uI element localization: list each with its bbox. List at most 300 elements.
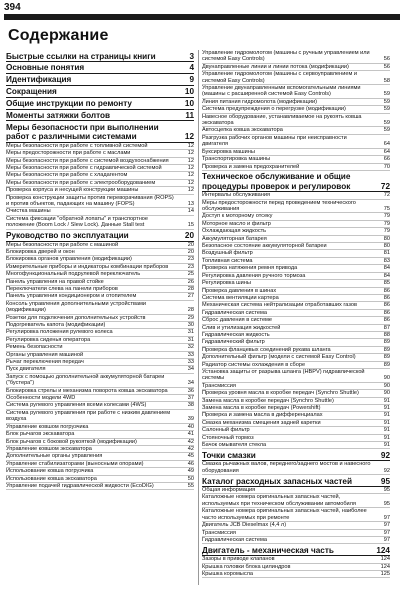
toc-entry bbox=[6, 366, 194, 373]
toc-entry-page: 12 bbox=[187, 172, 194, 179]
toc-entry-page: 42 bbox=[187, 445, 194, 452]
toc-entry-title: Моменты затяжки болтов bbox=[6, 111, 111, 121]
toc-entry-page: 86 bbox=[383, 317, 390, 324]
toc-entry-page: 41 bbox=[187, 431, 194, 438]
toc-entry bbox=[6, 483, 194, 490]
toc-entry-page: 89 bbox=[383, 346, 390, 353]
toc-entry-title: Пуск двигателя bbox=[6, 366, 46, 373]
toc-entry bbox=[202, 250, 390, 257]
toc-section-heading bbox=[6, 99, 194, 109]
toc-entry-page: 79 bbox=[383, 213, 390, 220]
toc-entry-title: Меры безопасности при работе с системой воздухоснабжения bbox=[6, 157, 169, 164]
toc-entry-title: Проверка корпуса и несущей конструкции машины bbox=[6, 187, 139, 194]
toc-entry-title: Гидравлическая система bbox=[202, 536, 267, 543]
toc-entry-page: 56 bbox=[383, 63, 390, 70]
toc-entry-title: Особенности модели 4WD bbox=[6, 395, 76, 402]
toc-entry bbox=[202, 412, 390, 419]
toc-entry-page: 124 bbox=[376, 545, 390, 555]
page-title: Содержание bbox=[8, 27, 109, 44]
toc-entry-page: 23 bbox=[187, 256, 194, 263]
toc-entry-page: 36 bbox=[187, 387, 194, 394]
toc-entry-title: Управление ковшом экскаватора bbox=[6, 445, 92, 452]
toc-entry-page: 12 bbox=[187, 150, 194, 157]
toc-entry-title: Доступ к моторному отсеку bbox=[202, 213, 273, 220]
toc-entry-page: 20 bbox=[184, 231, 194, 241]
toc-entry-title: Каталожные номера оригинальных запасных частей, используемых при техническом обслуживании автомобиля bbox=[202, 494, 356, 507]
toc-entry bbox=[202, 221, 390, 228]
toc-entry-page: 26 bbox=[187, 278, 194, 285]
toc-entry-page: 83 bbox=[383, 257, 390, 264]
toc-section-heading bbox=[6, 111, 194, 121]
toc-right-column bbox=[202, 50, 390, 578]
toc-entry-title: Меры безопасности при работе с хладагентом bbox=[6, 172, 128, 179]
toc-entry bbox=[6, 216, 194, 230]
toc-entry bbox=[6, 271, 194, 278]
toc-entry-title: Система фиксации "обратной лопаты" и транспортное положение (Boom Lock / Slew Lock). Данные Stall test bbox=[6, 215, 149, 229]
column-divider bbox=[198, 50, 199, 585]
toc-entry-title: Радиатор системы охлаждения в сборе bbox=[202, 361, 306, 368]
toc-entry bbox=[6, 374, 194, 388]
toc-entry-page: 79 bbox=[383, 228, 390, 235]
toc-entry bbox=[202, 258, 390, 265]
toc-entry-title: Общие инструкции по ремонту bbox=[6, 99, 132, 109]
toc-entry-title: Проверка давления в шинах bbox=[202, 287, 277, 294]
toc-entry bbox=[202, 398, 390, 405]
toc-entry-title: Запуск с помощью дополнительной аккумуляторной батареи ("бустера") bbox=[6, 373, 165, 387]
toc-entry bbox=[6, 293, 194, 300]
toc-entry-title: Общая информация bbox=[202, 487, 256, 494]
toc-entry-title: Буксировка машины bbox=[202, 148, 255, 155]
toc-entry-title: Использование ковша погрузчика bbox=[6, 468, 94, 475]
toc-entry-page: 90 bbox=[383, 375, 390, 382]
toc-entry bbox=[202, 213, 390, 220]
toc-entry-title: Проверка уровня масла в коробке передач (Synchro Shuttle) bbox=[202, 390, 359, 397]
toc-entry-title: Проверка натяжения ремня привода bbox=[202, 265, 298, 272]
toc-entry-title: Сброс давления в системе bbox=[202, 317, 273, 324]
toc-entry-page: 95 bbox=[383, 500, 390, 507]
toc-entry-title: Регулировка шины bbox=[202, 280, 251, 287]
toc-entry bbox=[202, 50, 390, 64]
toc-entry bbox=[6, 329, 194, 336]
toc-entry-title: Замена масла в коробке передач (Synchro Shuttle) bbox=[202, 397, 334, 404]
toc-entry-page: 55 bbox=[187, 482, 194, 489]
toc-entry-title: Быстрые ссылки на страницы книги bbox=[6, 51, 156, 61]
toc-entry bbox=[6, 165, 194, 172]
toc-section-heading bbox=[6, 231, 194, 241]
toc-entry-title: Смазка механизма смещения задней каретки bbox=[202, 419, 321, 426]
toc-entry-title: Регулировка давления ручного тормоза bbox=[202, 272, 306, 279]
toc-entry-page: 86 bbox=[383, 302, 390, 309]
toc-entry-page: 37 bbox=[187, 395, 194, 402]
toc-entry-title: Транспортировка машины bbox=[202, 156, 271, 163]
toc-entry bbox=[6, 402, 194, 409]
toc-entry-page: 40 bbox=[187, 423, 194, 430]
toc-entry-page: 64 bbox=[383, 148, 390, 155]
toc-entry bbox=[6, 208, 194, 215]
toc-entry bbox=[202, 302, 390, 309]
toc-entry-page: 11 bbox=[185, 111, 194, 121]
toc-entry bbox=[202, 461, 390, 475]
toc-entry bbox=[6, 388, 194, 395]
toc-entry bbox=[6, 461, 194, 468]
toc-entry-page: 91 bbox=[383, 419, 390, 426]
toc-entry-page: 81 bbox=[383, 250, 390, 257]
toc-entry-page: 59 bbox=[383, 98, 390, 105]
toc-entry-title: Блокировка органов управления (модификации) bbox=[6, 256, 132, 263]
toc-entry-title: Проверка и замена предохранителей bbox=[202, 163, 300, 170]
toc-entry-title: Очистка машины bbox=[6, 208, 51, 215]
toc-entry-title: Гидравлическая система bbox=[202, 309, 267, 316]
toc-entry-title: Трансмиссия bbox=[202, 382, 236, 389]
toc-entry bbox=[202, 369, 390, 383]
toc-entry-title: Точки смазки bbox=[202, 450, 256, 460]
toc-entry-page: 92 bbox=[380, 450, 390, 460]
toc-entry bbox=[202, 494, 390, 508]
toc-section-heading bbox=[202, 172, 390, 192]
toc-entry-page: 90 bbox=[383, 390, 390, 397]
toc-entry-title: Двигатель JCB Dieselmax (4,4 л) bbox=[202, 522, 287, 529]
toc-entry-page: 89 bbox=[383, 361, 390, 368]
toc-entry-page: 59 bbox=[383, 120, 390, 127]
toc-entry bbox=[202, 325, 390, 332]
toc-entry bbox=[202, 435, 390, 442]
toc-entry-title: Управление подачей гидравлической жидкости (EcoDIG) bbox=[6, 482, 154, 489]
toc-entry-page: 95 bbox=[380, 476, 390, 486]
toc-entry-page: 39 bbox=[187, 416, 194, 423]
toc-entry-page: 87 bbox=[383, 324, 390, 331]
toc-entry bbox=[202, 200, 390, 214]
toc-entry-page: 75 bbox=[383, 206, 390, 213]
toc-entry bbox=[6, 410, 194, 424]
toc-entry-page: 90 bbox=[383, 382, 390, 389]
toc-entry bbox=[6, 352, 194, 359]
toc-section-heading bbox=[6, 75, 194, 85]
toc-entry-title: Измерительные приборы и индикаторы комбинации приборов bbox=[6, 263, 169, 270]
toc-entry-title: Дополнительные органы управления bbox=[6, 453, 103, 460]
toc-entry-page: 70 bbox=[383, 163, 390, 170]
toc-entry-page: 31 bbox=[187, 329, 194, 336]
toc-entry-title: Система рулевого управления при работе с низким давлением воздуха bbox=[6, 409, 171, 423]
toc-entry-title: Блок рычагов экскаватора bbox=[6, 431, 75, 438]
toc-entry bbox=[202, 114, 390, 128]
toc-entry-page: 89 bbox=[383, 339, 390, 346]
toc-entry bbox=[202, 85, 390, 99]
toc-entry-page: 13 bbox=[187, 201, 194, 207]
toc-entry bbox=[202, 362, 390, 369]
toc-entry bbox=[202, 508, 390, 522]
toc-entry-page: 25 bbox=[187, 271, 194, 278]
toc-entry-title: Использование ковша экскаватора bbox=[6, 475, 97, 482]
toc-entry-title: Крышка коромысла bbox=[202, 571, 253, 578]
toc-entry-page: 84 bbox=[383, 272, 390, 279]
toc-entry-page: 91 bbox=[383, 442, 390, 449]
toc-entry-title: Меры безопасности при работе с электрооборудованием bbox=[6, 179, 156, 186]
toc-entry-title: Аккумуляторная батарея bbox=[202, 235, 267, 242]
toc-entry-page: 91 bbox=[383, 427, 390, 434]
toc-entry-title: Меры безопасности при работе с гидравлической системой bbox=[6, 164, 162, 171]
header-rule bbox=[4, 14, 400, 20]
toc-entry-title: Рычаг переключения передач bbox=[6, 359, 84, 366]
toc-entry-page: 80 bbox=[383, 243, 390, 250]
toc-entry-title: Каталожные номера оригинальных запасных частей, наиболее часто используемых при ремонте bbox=[202, 508, 367, 521]
toc-entry-title: Меры безопасности при работе с топливной системой bbox=[6, 142, 148, 149]
toc-entry-title: Управление ковшом погрузчика bbox=[6, 423, 89, 430]
toc-section-heading bbox=[6, 87, 194, 97]
toc-entry bbox=[6, 301, 194, 315]
toc-entry-page: 50 bbox=[187, 475, 194, 482]
toc-entry bbox=[202, 64, 390, 71]
toc-entry-title: Меры безопасности при выполнении работ с различными системами bbox=[6, 122, 159, 142]
toc-entry-page: 34 bbox=[187, 380, 194, 387]
toc-left-column bbox=[6, 50, 194, 490]
toc-entry-page: 59 bbox=[383, 91, 390, 98]
toc-entry-title: Воздушный фильтр bbox=[202, 250, 253, 257]
toc-entry bbox=[202, 530, 390, 537]
toc-entry-title: Каталог расходных запасных частей bbox=[202, 476, 352, 486]
toc-entry-page: 88 bbox=[383, 331, 390, 338]
toc-entry bbox=[202, 390, 390, 397]
toc-entry-title: Сокращения bbox=[6, 87, 57, 97]
toc-entry-page: 58 bbox=[383, 77, 390, 84]
toc-entry-title: Гидравлический фильтр bbox=[202, 339, 265, 346]
toc-entry bbox=[6, 256, 194, 263]
toc-entry-title: Салонный фильтр bbox=[202, 427, 250, 434]
toc-entry bbox=[202, 228, 390, 235]
toc-entry-title: Меры предосторожности перед проведением технического обслуживания bbox=[202, 199, 356, 213]
toc-entry-title: Разгрузка рабочих органов машины при неисправности двигателя bbox=[202, 134, 347, 148]
toc-entry bbox=[6, 431, 194, 438]
toc-entry-page: 20 bbox=[187, 241, 194, 248]
toc-entry bbox=[6, 476, 194, 483]
toc-entry-page: 72 bbox=[383, 192, 390, 199]
toc-entry-page: 92 bbox=[383, 467, 390, 474]
toc-entry-page: 72 bbox=[380, 181, 390, 191]
toc-section-heading bbox=[202, 546, 390, 556]
toc-entry-title: Регулировка сиденья оператора bbox=[6, 336, 91, 343]
toc-entry bbox=[202, 106, 390, 113]
toc-entry-page: 3 bbox=[189, 51, 194, 61]
toc-entry-page: 59 bbox=[383, 127, 390, 134]
toc-entry-page: 84 bbox=[383, 265, 390, 272]
toc-entry-page: 95 bbox=[383, 487, 390, 494]
toc-entry-title: Переключатели слева на панели приборов bbox=[6, 285, 118, 292]
toc-entry-page: 86 bbox=[383, 287, 390, 294]
toc-entry-page: 12 bbox=[184, 132, 194, 142]
toc-entry-title: Дополнительный фильтр (модели с системой Easy Control) bbox=[202, 354, 356, 361]
toc-entry-page: 97 bbox=[383, 514, 390, 521]
toc-entry-title: Блокировка дверей и окон bbox=[6, 248, 75, 255]
toc-entry-title: Органы управления машиной bbox=[6, 351, 84, 358]
toc-entry-page: 32 bbox=[187, 344, 194, 351]
toc-entry bbox=[6, 279, 194, 286]
toc-entry-title: Установка защиты от разрыва шланга (HBPV) гидравлической системы bbox=[202, 368, 365, 382]
toc-entry-page: 97 bbox=[383, 529, 390, 536]
toc-entry-page: 85 bbox=[383, 280, 390, 287]
toc-entry-page: 91 bbox=[383, 397, 390, 404]
page-number: 394 bbox=[4, 2, 21, 13]
toc-entry-title: Идентификация bbox=[6, 75, 72, 85]
toc-entry-title: Управление гидромолотом (машины с сервоуправлением и системой Easy Controls) bbox=[202, 71, 357, 84]
toc-entry bbox=[202, 556, 390, 563]
toc-entry-page: 80 bbox=[383, 235, 390, 242]
toc-entry-title: Механическая система нейтрализации отработавших газов bbox=[202, 302, 357, 309]
toc-entry-title: Безопасное состояние аккумуляторной батареи bbox=[202, 243, 327, 250]
toc-section-heading bbox=[6, 123, 194, 143]
toc-entry-page: 89 bbox=[383, 354, 390, 361]
toc-entry-page: 124 bbox=[380, 563, 390, 570]
toc-entry-title: Блок рычагов с боковой рукояткой (модификации) bbox=[6, 438, 137, 445]
toc-entry bbox=[202, 339, 390, 346]
toc-entry-page: 124 bbox=[380, 556, 390, 563]
toc-entry-page: 34 bbox=[187, 366, 194, 373]
toc-entry-page: 20 bbox=[187, 248, 194, 255]
toc-entry bbox=[6, 395, 194, 402]
toc-entry-title: Топливная система bbox=[202, 257, 253, 264]
toc-entry-title: Охлаждающая жидкость bbox=[202, 228, 267, 235]
toc-entry-title: Управление гидромолотом (машины с ручным управлением или системой Easy Controls) bbox=[202, 50, 370, 63]
toc-entry-title: Меры предосторожности при работе с маслами bbox=[6, 150, 131, 157]
toc-entry bbox=[6, 344, 194, 351]
toc-entry-page: 10 bbox=[184, 99, 194, 109]
toc-entry-page: 30 bbox=[187, 322, 194, 328]
toc-entry-title: Бачок омывателя стекла bbox=[202, 442, 267, 449]
toc-entry bbox=[6, 322, 194, 329]
toc-entry bbox=[6, 337, 194, 344]
toc-entry-page: 91 bbox=[383, 412, 390, 419]
toc-entry-title: Крышка головки блока цилиндров bbox=[202, 563, 291, 570]
toc-entry-page: 86 bbox=[383, 309, 390, 316]
toc-entry bbox=[202, 537, 390, 544]
toc-entry bbox=[202, 427, 390, 434]
toc-entry-title: Консоль управления дополнительными устройствами (модификации) bbox=[6, 300, 146, 314]
toc-entry bbox=[6, 315, 194, 322]
toc-entry-page: 4 bbox=[189, 63, 194, 73]
toc-entry bbox=[202, 317, 390, 324]
toc-entry-page: 97 bbox=[383, 522, 390, 529]
toc-entry-page: 66 bbox=[383, 156, 390, 163]
toc-entry-title: Проверка и замена масла в дифференциалах bbox=[202, 412, 323, 419]
toc-entry-page: 79 bbox=[383, 220, 390, 227]
toc-entry-page: 12 bbox=[187, 142, 194, 149]
toc-entry-page: 28 bbox=[187, 307, 194, 314]
toc-entry-page: 64 bbox=[383, 141, 390, 148]
toc-entry-title: Слив и утилизация жидкостей bbox=[202, 324, 281, 331]
toc-entry bbox=[6, 446, 194, 453]
toc-entry bbox=[6, 150, 194, 157]
toc-entry bbox=[202, 71, 390, 85]
toc-section-heading bbox=[202, 477, 390, 487]
toc-entry-title: Проверка фланцевых соединений рукава шланга bbox=[202, 346, 331, 353]
toc-entry-title: Смазка рычажных валов, переднего/заднего мостов и навесного оборудования bbox=[202, 461, 371, 474]
toc-entry-title: Управление двунаправленными вспомогательными линиями (машины с расширенной системой Easy Controls) bbox=[202, 85, 361, 98]
toc-entry bbox=[6, 187, 194, 194]
toc-entry-title: Основные понятия bbox=[6, 63, 85, 73]
toc-entry-title: Двунаправленные линии и линии потока (модификации) bbox=[202, 63, 349, 70]
toc-entry-title: Гидравлическая жидкость bbox=[202, 331, 270, 338]
toc-entry bbox=[6, 286, 194, 293]
toc-entry-title: Стояночный тормоз bbox=[202, 434, 254, 441]
toc-entry bbox=[202, 354, 390, 361]
toc-section-heading bbox=[202, 451, 390, 461]
toc-entry-title: Проверка конструкции защиты против переворачивания (ROPS) и против объектов, падающих на машину (FOPS) bbox=[6, 194, 174, 207]
toc-entry-title: Управление стабилизаторами (выносными опорами) bbox=[6, 460, 144, 467]
toc-entry-page: 59 bbox=[383, 106, 390, 113]
toc-entry-page: 86 bbox=[383, 294, 390, 301]
toc-entry bbox=[202, 149, 390, 156]
toc-entry-title: Розетки для подключения дополнительных устройств bbox=[6, 314, 146, 321]
toc-entry-page: 27 bbox=[187, 293, 194, 300]
toc-entry bbox=[202, 156, 390, 163]
toc-entry-title: Моторное масло и фильтр bbox=[202, 220, 271, 227]
toc-entry-page: 9 bbox=[189, 75, 194, 85]
toc-entry-page: 38 bbox=[187, 402, 194, 409]
toc-entry-page: 97 bbox=[383, 536, 390, 543]
toc-entry bbox=[202, 288, 390, 295]
toc-entry-page: 91 bbox=[383, 434, 390, 441]
toc-entry-page: 91 bbox=[383, 405, 390, 411]
toc-entry bbox=[202, 127, 390, 134]
toc-entry-title: Система предупреждения о перегрузке (модификации) bbox=[202, 106, 346, 113]
toc-entry-title: Руководство по эксплуатации bbox=[6, 231, 129, 241]
toc-entry-page: 23 bbox=[187, 263, 194, 270]
toc-section-heading bbox=[6, 52, 194, 62]
toc-entry bbox=[6, 359, 194, 366]
toc-entry-title: Автосцепка ковша экскаватора bbox=[202, 127, 283, 134]
toc-entry bbox=[202, 273, 390, 280]
toc-entry bbox=[202, 280, 390, 287]
toc-entry bbox=[6, 439, 194, 446]
toc-entry bbox=[6, 424, 194, 431]
toc-entry-title: Меры безопасности при работе с машиной bbox=[6, 241, 119, 248]
toc-entry-title: Двигатель - механическая часть bbox=[202, 545, 334, 555]
toc-entry-page: 12 bbox=[187, 187, 194, 194]
toc-entry-page: 31 bbox=[187, 336, 194, 343]
toc-entry bbox=[6, 468, 194, 475]
toc-entry-page: 12 bbox=[187, 164, 194, 171]
toc-entry-title: Линия питания гидромолота (модификации) bbox=[202, 98, 317, 105]
toc-entry-page: 45 bbox=[187, 453, 194, 460]
toc-entry bbox=[6, 453, 194, 460]
toc-entry bbox=[202, 522, 390, 529]
toc-entry-title: Регулировка положения рулевого колеса bbox=[6, 329, 113, 336]
toc-entry-page: 14 bbox=[187, 208, 194, 215]
toc-entry-page: 33 bbox=[187, 351, 194, 358]
toc-entry bbox=[202, 135, 390, 149]
toc-entry bbox=[202, 564, 390, 571]
toc-entry bbox=[202, 405, 390, 412]
toc-entry-title: Подогреватель капота (модификации) bbox=[6, 322, 106, 328]
toc-entry bbox=[202, 236, 390, 243]
toc-entry bbox=[6, 143, 194, 150]
toc-entry bbox=[6, 242, 194, 249]
toc-entry-title: Навесное оборудование, устанавливаемое на рукоять ковша экскаватора bbox=[202, 113, 362, 127]
toc-entry-title: Техническое обслуживание и общие процедуры проверок и регулировок bbox=[202, 172, 351, 191]
toc-entry bbox=[202, 571, 390, 578]
toc-entry-title: Панель управления на правой стойке bbox=[6, 278, 104, 285]
toc-entry-page: 28 bbox=[187, 285, 194, 292]
toc-entry-title: Панель управления кондиционером и отопителем bbox=[6, 293, 137, 300]
toc-section-heading bbox=[6, 63, 194, 73]
toc-entry-title: Многофункциональный подрулевой переключатель bbox=[6, 271, 141, 278]
toc-entry-page: 46 bbox=[187, 460, 194, 467]
toc-entry-page: 125 bbox=[380, 571, 390, 578]
toc-entry-page: 10 bbox=[184, 87, 194, 97]
toc-entry bbox=[6, 195, 194, 209]
toc-entry-title: Интервалы обслуживания bbox=[202, 192, 270, 199]
toc-entry-page: 15 bbox=[187, 222, 194, 229]
toc-entry bbox=[6, 172, 194, 179]
toc-entry-title: Замена масла в коробке передач (Powershift) bbox=[202, 405, 321, 411]
